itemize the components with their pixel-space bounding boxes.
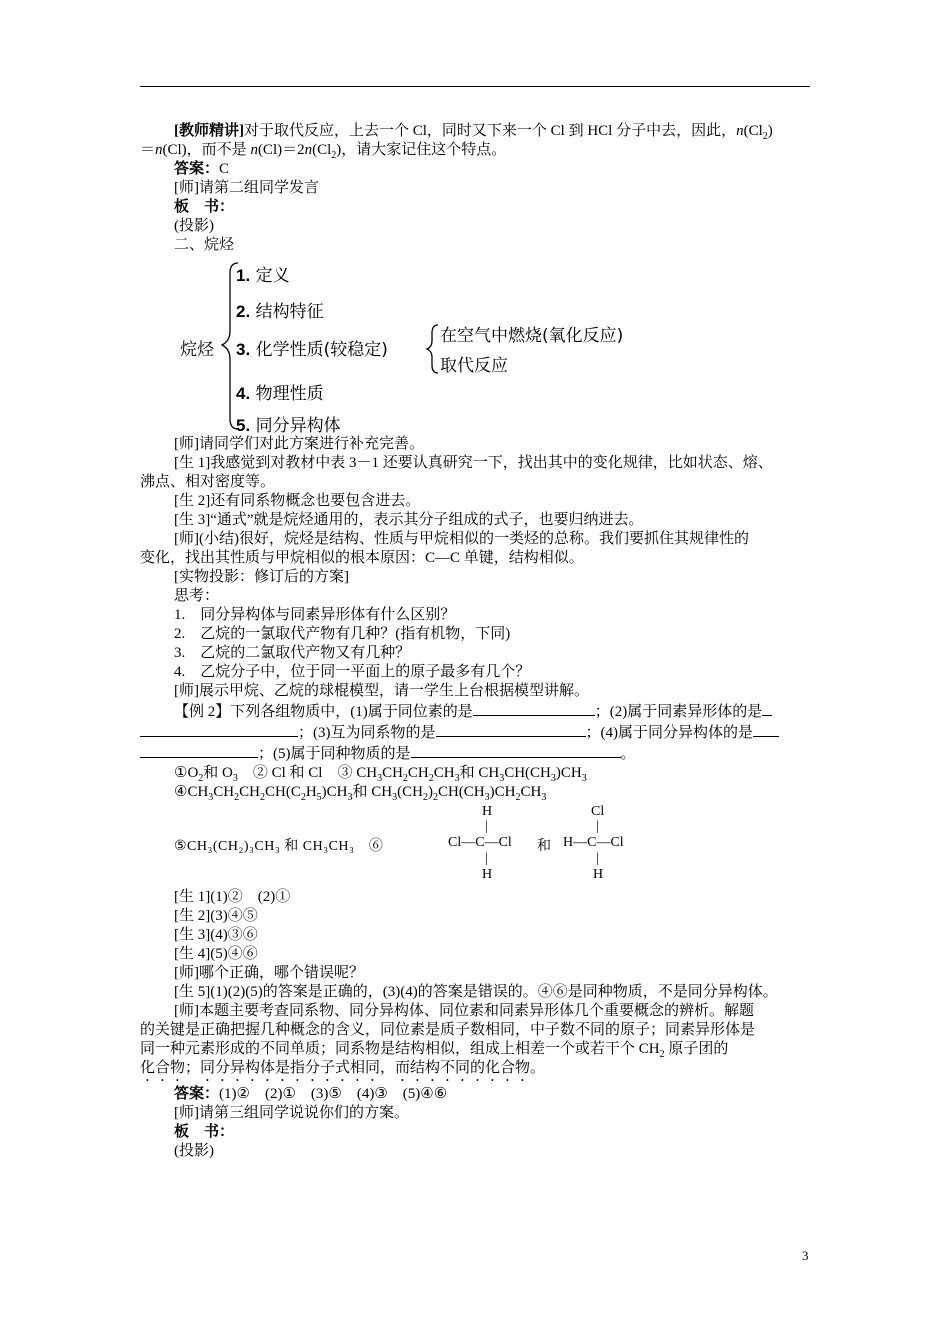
student-answer: [生 3](4)③⑥ <box>174 927 258 943</box>
text: 同一种元素形成的不同单质；同系物是结构相似，组成上相差一个或若干个 CH <box>140 1041 660 1057</box>
text: CH <box>213 784 235 800</box>
text: ①O <box>174 765 199 781</box>
item-text: 物理性质 <box>255 384 324 404</box>
answer-1 <box>140 160 812 179</box>
dialog-line: 沸点、相对密度等。 <box>140 474 276 490</box>
text: 对于取代反应，上去一个 Cl，同时又下来一个 Cl 到 HCl 分子中去，因此， <box>244 123 737 139</box>
formula-ccl3h: Cl—C—Cl <box>448 835 512 850</box>
subscript: 2 <box>515 792 521 803</box>
text: (Cl <box>312 142 332 158</box>
text: ④CH <box>174 784 209 800</box>
text: ；(2)属于同素异形体的是 <box>594 704 763 720</box>
section-heading: 二、烷烃 <box>174 237 235 253</box>
subscript: 2 <box>234 792 240 803</box>
text: CH(CH <box>437 784 485 800</box>
text: ；(4)属于同分异构体的是 <box>585 725 753 741</box>
item-number: 5. <box>236 416 251 435</box>
projection-label: (投影) <box>174 1143 214 1159</box>
dialog-line: [实物投影：修订后的方案] <box>174 569 349 585</box>
subscript: 2 <box>402 773 408 784</box>
option-line-4 <box>140 783 812 802</box>
dialog-line: 变化，找出其性质与甲烷相似的根本原因：C—C 单键，结构相似。 <box>140 550 584 566</box>
teacher-explain-line: 的关键是正确把握几种概念的含义，同位素是质子数相同，中子数不同的原子；同素异形体是 <box>140 1022 756 1038</box>
text: 原子团的 <box>664 1041 729 1057</box>
answer-label: 答案： <box>174 161 220 177</box>
page-number: 3 <box>802 1248 809 1263</box>
outline-sub-1: 在空气中燃烧(氧化反应) <box>440 326 624 346</box>
answer-2 <box>140 1085 812 1104</box>
bond-vertical: | <box>596 819 599 834</box>
question-item: 4. 乙烷分子中，位于同一平面上的原子最多有几个？ <box>174 664 531 680</box>
dialog-line: [生 1]我感觉到对教材中表 3－1 还要认真研究一下，找出其中的变化规律，比如状态、熔、 <box>174 455 773 471</box>
outline-item-5 <box>236 411 341 436</box>
subscript: 2 <box>659 1049 665 1060</box>
example-2-line2 <box>140 722 812 743</box>
answer-blank[interactable] <box>762 701 772 716</box>
item-number: 3. <box>236 340 251 359</box>
text: 和 CH <box>459 765 500 781</box>
text: CH <box>382 765 403 781</box>
document-body <box>140 122 812 1161</box>
think-label: 思考： <box>174 588 220 604</box>
text: )，请大家记住这个特点。 <box>336 142 507 158</box>
item-number: 2. <box>236 302 251 321</box>
question-item: 3. 乙烷的二氯取代产物又有几种？ <box>174 645 411 661</box>
answer-blank[interactable] <box>473 701 595 716</box>
dialog-line: [师]展示甲烷、乙烷的球棍模型，请一学生上台根据模型讲解。 <box>174 683 589 699</box>
teacher-line: [师]请第二组同学发言 <box>174 180 319 196</box>
italic-n: n <box>304 142 313 158</box>
text: 和 CH <box>352 784 393 800</box>
outline-item-2 <box>236 297 324 322</box>
item-text: 结构特征 <box>255 302 324 322</box>
formula-chcl3: H—C—Cl <box>563 835 624 850</box>
tag-teacher-explain: [教师精讲] <box>174 123 244 139</box>
answer-value: (1)② (2)① (3)⑤ (4)③ (5)④⑥ <box>219 1086 448 1102</box>
projection-label: (投影) <box>174 218 214 234</box>
dialog-line: [生 3]“通式”就是烷烃通用的，表示其分子组成的式子，也要归纳进去。 <box>174 512 644 528</box>
subscript: 3 <box>454 773 460 784</box>
atom-h-bottom: H <box>482 867 493 882</box>
text: H <box>305 784 317 800</box>
text: (Cl)＝2 <box>257 142 305 158</box>
atom-cl-top: Cl <box>591 804 605 819</box>
outline-sub-2: 取代反应 <box>440 356 508 376</box>
structural-formulas <box>140 802 812 888</box>
subscript: 3 <box>499 773 505 784</box>
text: CH <box>433 765 455 781</box>
outline-root: 烷烃 <box>180 340 214 360</box>
text: (Cl)，而不是 <box>162 142 251 158</box>
dialog-line: [生 2]还有同系物概念也要包含进去。 <box>174 493 421 509</box>
header-rule <box>140 86 810 87</box>
subscript: 3 <box>232 773 238 784</box>
bond-vertical: | <box>596 851 599 866</box>
outline-item-4 <box>236 379 324 404</box>
italic-n: n <box>736 123 744 139</box>
alkane-outline-diagram <box>140 255 812 435</box>
italic-n: n <box>250 142 258 158</box>
subscript: 3 <box>484 792 490 803</box>
text: 。 <box>620 746 636 762</box>
outline-item-3 <box>236 335 388 360</box>
text: ) <box>427 784 433 800</box>
example-2-line1 <box>140 701 812 722</box>
answer-value: C <box>219 161 230 177</box>
conjunction-and: 和 <box>537 839 551 854</box>
subscript: 2 <box>331 150 337 161</box>
text: CH <box>407 765 429 781</box>
subscript: 2 <box>762 131 768 142</box>
bond-vertical: | <box>485 851 488 866</box>
example-tag: 【例 2】 <box>174 704 231 720</box>
item-number: 4. <box>236 384 251 403</box>
atom-h-bottom: H <box>593 867 604 882</box>
item-text: 定义 <box>255 266 290 286</box>
teacher-explain-line <box>140 1040 812 1059</box>
text: )CH <box>555 765 582 781</box>
atom-h-top: H <box>482 804 493 819</box>
italic-n: n <box>155 142 163 158</box>
text: 下列各组物质中，(1)属于同位素的是 <box>230 704 473 720</box>
subscript: 2 <box>300 792 306 803</box>
item-number: 1. <box>236 266 251 285</box>
item-text: 化学性质(较稳定) <box>255 340 388 360</box>
subscript: 2 <box>259 792 265 803</box>
student-answer: [生 2](3)④⑤ <box>174 908 258 924</box>
student-answer: [生 5](1)(2)(5)的答案是正确的，(3)(4)的答案是错误的。④⑥是同种物质，不是同分异构体。 <box>174 984 778 1000</box>
text: CH(C <box>264 784 301 800</box>
text: ；(3)互为同系物的是 <box>298 725 436 741</box>
option-line-1 <box>140 764 812 783</box>
board-label: 板 书： <box>174 199 235 215</box>
outline-item-1 <box>236 261 290 286</box>
answer-blank[interactable] <box>436 722 586 737</box>
teacher-line: [师]哪个正确，哪个错误呢？ <box>174 965 364 981</box>
text: CH <box>239 784 260 800</box>
answer-blank[interactable] <box>140 722 298 737</box>
text: ；(5)属于同种物质的是 <box>258 746 411 762</box>
dialog-line: [师]请同学们对此方案进行补充完善。 <box>174 436 424 452</box>
subscript: 2 <box>428 773 434 784</box>
subscript: 3 <box>392 792 398 803</box>
student-answer: [生 4](5)④⑥ <box>174 946 258 962</box>
subscript: 5 <box>316 792 322 803</box>
text: CH <box>520 784 542 800</box>
text: 和 O <box>203 765 233 781</box>
answer-blank[interactable] <box>140 743 258 758</box>
question-item: 2. 乙烷的一氯取代产物有几种？(指有机物，下同) <box>174 626 511 642</box>
option-5-formula: ⑤CH₃(CH₂)₃CH₃ 和 CH₃CH₃ ⑥ <box>174 839 384 854</box>
student-answer: [生 1](1)② (2)① <box>174 889 291 905</box>
subscript: 3 <box>541 792 547 803</box>
answer-blank[interactable] <box>753 722 779 737</box>
text: CH(CH <box>504 765 551 781</box>
example-2-line3 <box>140 743 812 764</box>
text: ＝ <box>140 142 156 158</box>
text: )CH <box>489 784 516 800</box>
teacher-explain-line: 化合物；同分异构体是指分子式相同，而结构不同的化合物。 <box>140 1060 546 1076</box>
bond-vertical: | <box>485 819 488 834</box>
subscript: 2 <box>422 792 428 803</box>
subscript: 3 <box>377 773 383 784</box>
paragraph-teacher-explain-line2 <box>140 141 812 160</box>
subscript: 3 <box>581 773 587 784</box>
subscript: 3 <box>550 773 556 784</box>
question-item: 1. 同分异构体与同素异形体有什么区别？ <box>174 607 456 623</box>
board-label: 板 书： <box>174 1124 235 1140</box>
text: )CH <box>321 784 348 800</box>
text: (CH <box>397 784 423 800</box>
subscript: 3 <box>347 792 353 803</box>
subscript: 2 <box>198 773 204 784</box>
teacher-explain-line: [师]本题主要考查同系物、同分异构体、同位素和同素异形体几个重要概念的辨析。解题 <box>174 1003 754 1019</box>
dialog-line: [师](小结)很好，烷烃是结构、性质与甲烷相似的一类烃的总称。我们要抓住其规律性的 <box>174 531 749 547</box>
text: ) <box>767 123 773 139</box>
text: ② Cl 和 Cl ③ CH <box>237 765 378 781</box>
subscript: 3 <box>208 792 214 803</box>
text: (Cl <box>743 123 763 139</box>
answer-label: 答案： <box>174 1086 220 1102</box>
item-text: 同分异构体 <box>255 416 341 436</box>
paragraph-teacher-explain <box>140 122 812 141</box>
answer-blank[interactable] <box>411 743 621 758</box>
subscript: 2 <box>432 792 438 803</box>
teacher-line: [师]请第三组同学说说你们的方案。 <box>174 1105 409 1121</box>
